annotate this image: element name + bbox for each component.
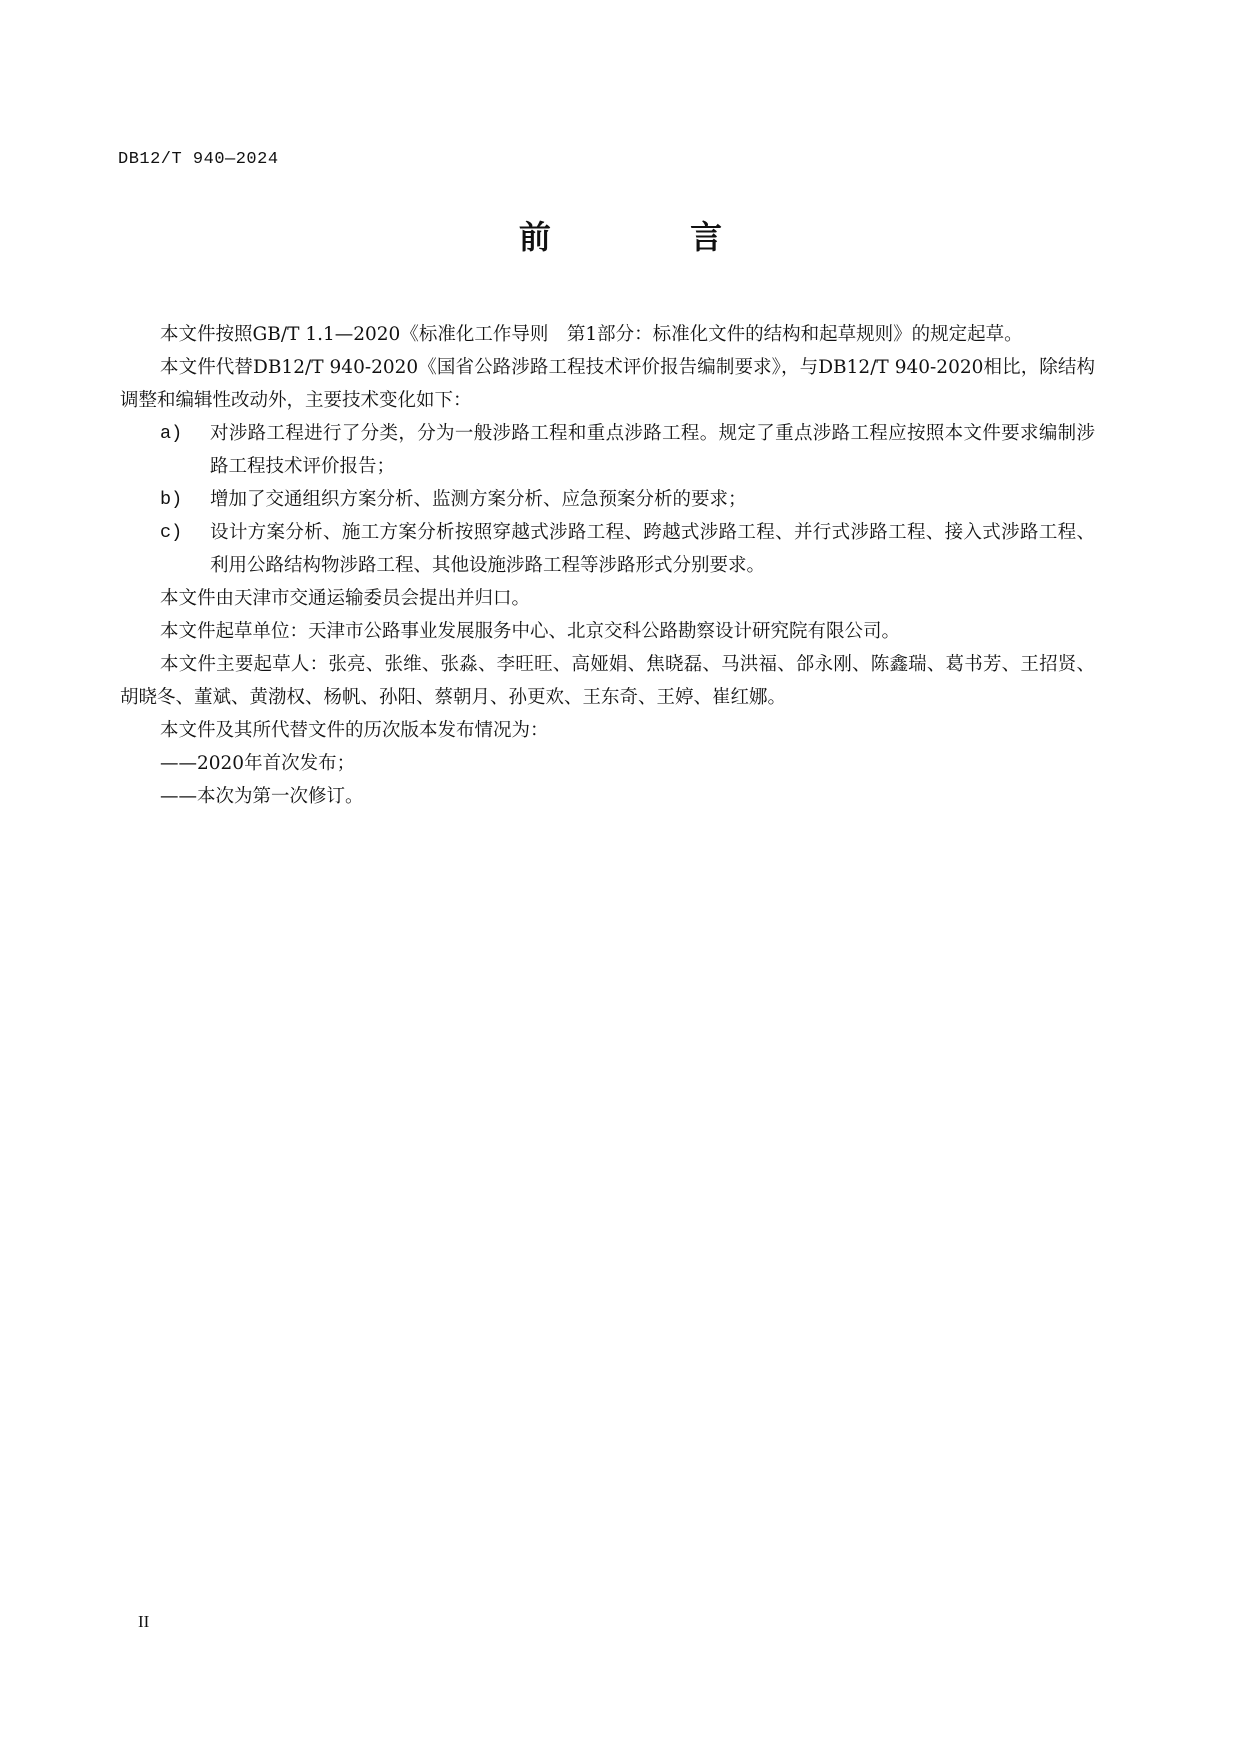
list-item: [120, 516, 1095, 582]
history-entry: ——本次为第一次修订。: [160, 786, 364, 807]
list-item-text: 设计方案分析、施工方案分析按照穿越式涉路工程、跨越式涉路工程、并行式涉路工程、接入式涉路工程、利用公路结构物涉路工程、其他设施涉路工程等涉路形式分别要求。: [210, 522, 1095, 576]
list-marker: c): [160, 522, 183, 543]
list-item: [120, 417, 1095, 483]
list-item-text: 对涉路工程进行了分类，分为一般涉路工程和重点涉路工程。规定了重点涉路工程应按照本文件要求编制涉路工程技术评价报告；: [210, 423, 1095, 477]
list-item: [120, 483, 1095, 516]
paragraph-drafting-units: 本文件起草单位：天津市公路事业发展服务中心、北京交科公路勘察设计研究院有限公司。: [160, 621, 901, 642]
list-marker: b): [160, 489, 183, 510]
paragraph-replacement-note: 本文件代替DB12/T 940-2020《国省公路涉路工程技术评价报告编制要求》，与DB12/T 940-2020相比，除结构调整和编辑性改动外，主要技术变化如下：: [120, 357, 1095, 411]
document-code-header: DB12/T 940—2024: [118, 150, 279, 169]
paragraph-drafters: 本文件主要起草人：张亮、张维、张淼、李旺旺、高娅娟、焦晓磊、马洪福、郃永刚、陈鑫瑞、葛书芳、王招贤、胡晓冬、董斌、黄渤权、杨帆、孙阳、蔡朝月、孙更欢、王东奇、王婷、崔红娜。: [120, 654, 1095, 708]
foreword-body: [120, 318, 1095, 813]
page-title: 前 言: [518, 218, 787, 256]
list-marker: a): [160, 423, 183, 444]
list-item-text: 增加了交通组织方案分析、监测方案分析、应急预案分析的要求；: [210, 489, 747, 510]
paragraph-drafting-basis: 本文件按照GB/T 1.1—2020《标准化工作导则 第1部分：标准化文件的结构和起草规则》的规定起草。: [160, 324, 1023, 345]
history-entry: ——2020年首次发布；: [160, 753, 356, 774]
paragraph-version-history: 本文件及其所代替文件的历次版本发布情况为：: [160, 720, 549, 741]
paragraph-proposer: 本文件由天津市交通运输委员会提出并归口。: [160, 588, 531, 609]
page-number: II: [138, 1612, 150, 1631]
